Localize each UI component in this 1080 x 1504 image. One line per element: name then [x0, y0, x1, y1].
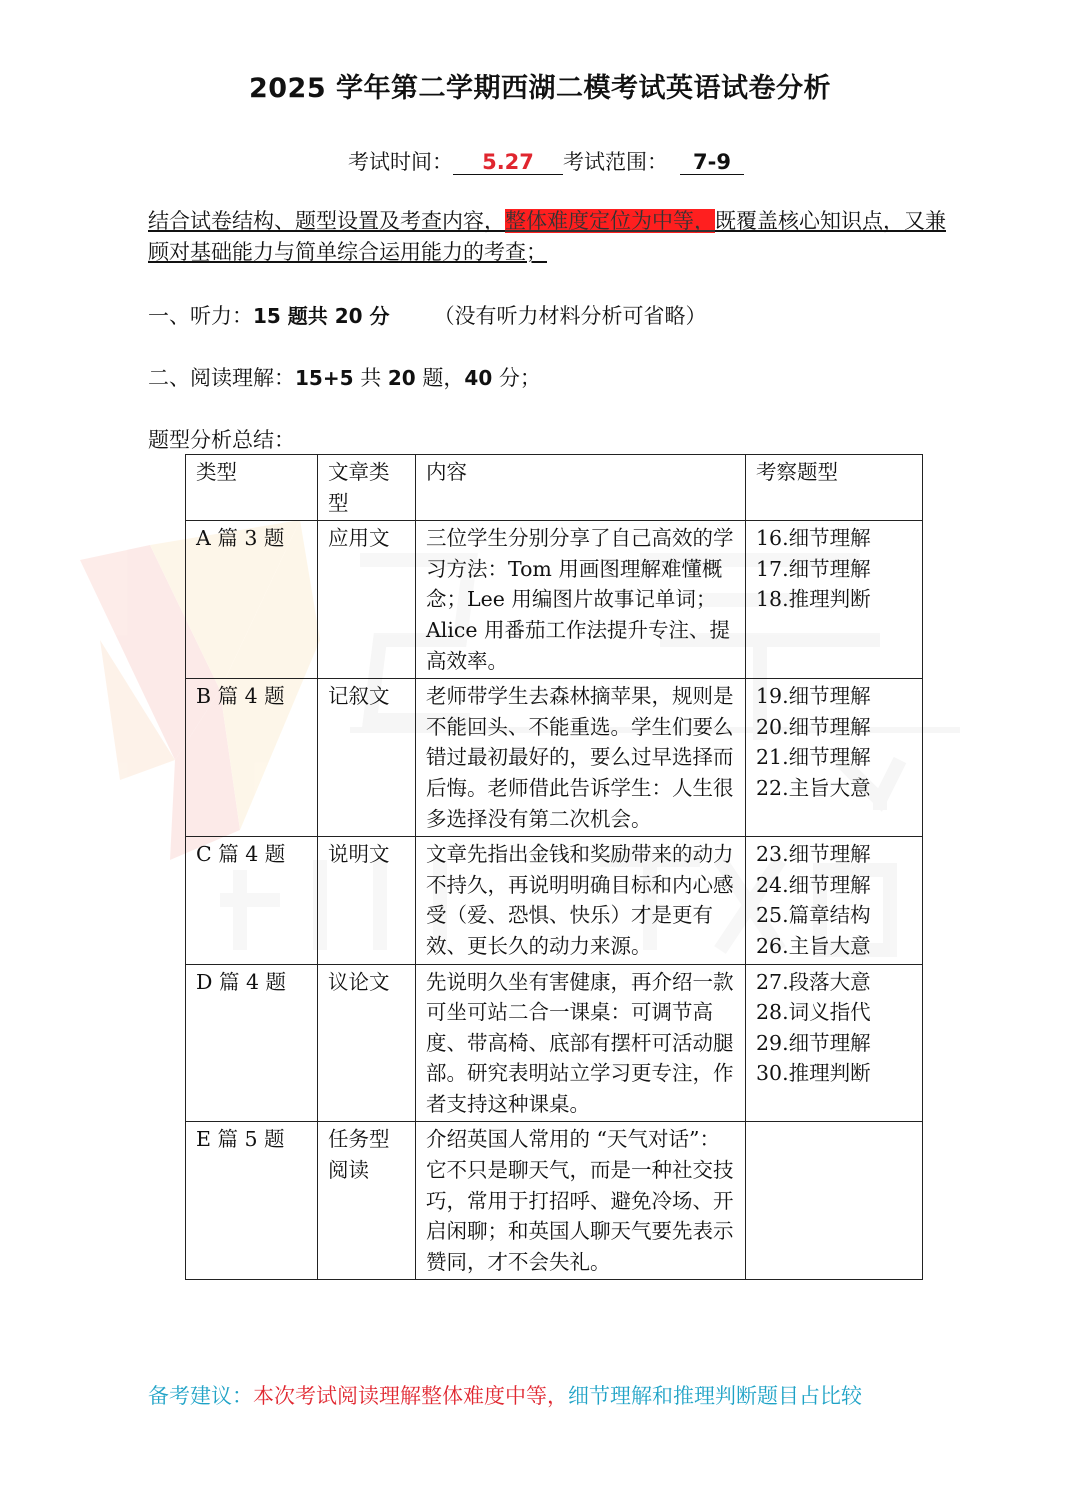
table-row	[186, 521, 923, 679]
intro-paragraph	[148, 206, 956, 268]
table-row	[186, 679, 923, 837]
question-item: 21.细节理解	[756, 745, 871, 770]
cell-content: 三位学生分别分享了自己高效的学习方法：Tom 用画图理解难懂概念；Lee 用编图片故事记单词；Alice 用番茄工作法提升专注、提高效率。	[416, 521, 746, 679]
exam-scope-value: 7-9	[680, 150, 744, 175]
intro-highlight: 整体难度定位为中等，	[505, 209, 715, 233]
reading-middle: 共	[353, 366, 388, 390]
page-title: 2025 学年第二学期西湖二模考试英语试卷分析	[248, 73, 832, 104]
advice-cyan-text: 细节理解和推理判断题目占比较	[568, 1384, 862, 1408]
question-item: 25.篇章结构	[756, 903, 871, 928]
table-header-row	[186, 455, 923, 521]
cell-questions	[746, 1122, 923, 1280]
exam-time-label: 考试时间：	[348, 150, 453, 174]
cell-genre: 说明文	[318, 837, 416, 964]
cell-content: 先说明久坐有害健康，再介绍一款可坐可站二合一课桌：可调节高度、带高椅、底部有摆杆可活动腿部。研究表明站立学习更专注，作者支持这种课桌。	[416, 964, 746, 1122]
table-row	[186, 964, 923, 1122]
cell-type: E 篇 5 题	[186, 1122, 318, 1280]
cell-questions	[746, 679, 923, 837]
advice-label: 备考建议：	[148, 1384, 253, 1408]
question-item: 17.细节理解	[756, 556, 871, 581]
cell-genre: 任务型阅读	[318, 1122, 416, 1280]
question-item: 30.推理判断	[756, 1061, 871, 1086]
question-item: 19.细节理解	[756, 684, 871, 709]
cell-questions	[746, 964, 923, 1122]
intro-text-2: 既覆盖核心知识点，又兼顾对基础能力与简单综合运用能力的考查；	[148, 209, 946, 264]
question-item: 18.推理判断	[756, 587, 871, 612]
summary-label: 题型分析总结：	[148, 428, 295, 452]
cell-questions	[746, 521, 923, 679]
cell-type: A 篇 3 题	[186, 521, 318, 679]
question-summary-table	[185, 454, 923, 1280]
listening-note: （没有听力材料分析可省略）	[433, 304, 707, 328]
cell-genre: 议论文	[318, 964, 416, 1122]
cell-type: D 篇 4 题	[186, 964, 318, 1122]
header-content: 内容	[416, 455, 746, 521]
cell-type: C 篇 4 题	[186, 837, 318, 964]
reading-count: 15+5	[295, 366, 354, 390]
listening-prefix: 一、听力：	[148, 304, 253, 328]
table-row	[186, 1122, 923, 1280]
advice-red-text: 本次考试阅读理解整体难度中等，	[253, 1384, 568, 1408]
header-type: 类型	[186, 455, 318, 521]
reading-suffix-1: 题，	[415, 366, 465, 390]
exam-meta	[348, 146, 744, 176]
question-item: 20.细节理解	[756, 714, 871, 739]
intro-text-1: 结合试卷结构、题型设置及考查内容，	[148, 209, 505, 233]
reading-total: 20	[387, 366, 416, 390]
question-item: 29.细节理解	[756, 1030, 871, 1055]
listening-score: 15 题共 20 分	[253, 304, 390, 328]
cell-content: 介绍英国人常用的 “天气对话”：它不只是聊天气，而是一种社交技巧，常用于打招呼、避免冷场、开启闲聊；和英国人聊天气要先表示赞同，才不会失礼。	[416, 1122, 746, 1280]
exam-scope-label: 考试范围：	[563, 150, 668, 174]
question-item: 16.细节理解	[756, 526, 871, 551]
reading-suffix-2: 分；	[492, 366, 541, 390]
reading-section	[148, 362, 541, 392]
question-item: 23.细节理解	[756, 842, 871, 867]
question-item: 22.主旨大意	[756, 775, 871, 800]
table-row	[186, 837, 923, 964]
header-question-types: 考察题型	[746, 455, 923, 521]
question-item: 27.段落大意	[756, 969, 871, 994]
question-item: 26.主旨大意	[756, 933, 871, 958]
cell-genre: 记叙文	[318, 679, 416, 837]
question-item: 28.词义指代	[756, 1000, 871, 1025]
cell-type: B 篇 4 题	[186, 679, 318, 837]
cell-content: 老师带学生去森林摘苹果，规则是不能回头、不能重选。学生们要么错过最初最好的，要么过早选择而后悔。老师借此告诉学生：人生很多选择没有第二次机会。	[416, 679, 746, 837]
question-item: 24.细节理解	[756, 872, 871, 897]
study-advice	[148, 1380, 862, 1410]
listening-section	[148, 300, 707, 330]
cell-content: 文章先指出金钱和奖励带来的动力不持久，再说明明确目标和内心感受（爱、恐惧、快乐）才是更有效、更长久的动力来源。	[416, 837, 746, 964]
reading-points: 40	[464, 366, 493, 390]
watermark-logo-shard	[100, 640, 175, 780]
reading-prefix: 二、阅读理解：	[148, 366, 295, 390]
header-genre: 文章类型	[318, 455, 416, 521]
cell-genre: 应用文	[318, 521, 416, 679]
exam-time-value: 5.27	[453, 150, 563, 175]
cell-questions	[746, 837, 923, 964]
